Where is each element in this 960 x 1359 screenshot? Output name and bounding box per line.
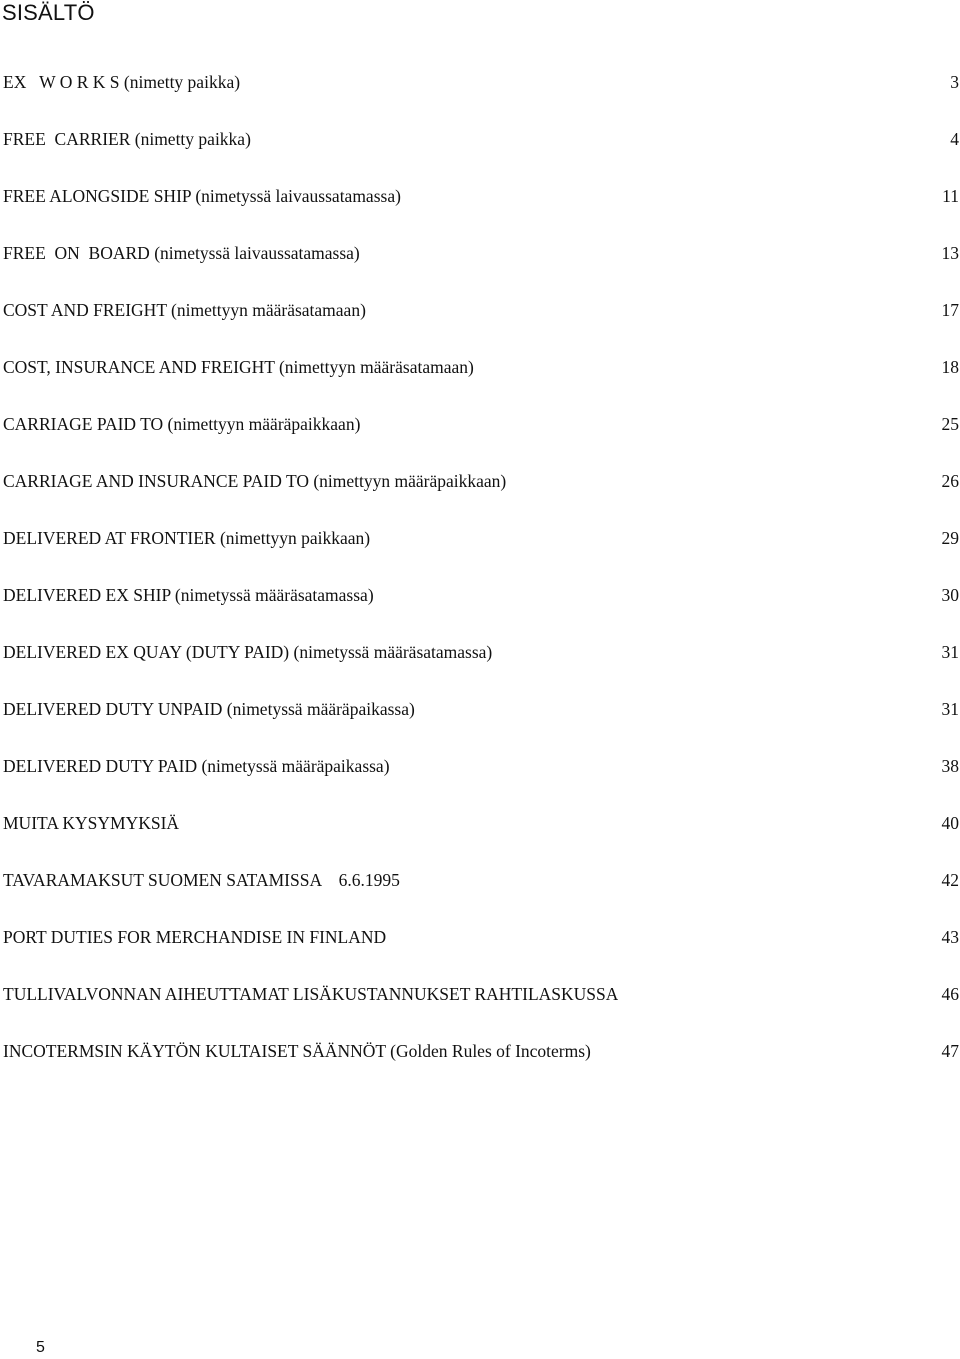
toc-entry — [3, 183, 960, 240]
toc-entry-title: DELIVERED DUTY UNPAID (nimetyssä määräpaikassa) — [3, 699, 415, 719]
toc-entry — [3, 354, 960, 411]
toc-entry-title: DELIVERED AT FRONTIER (nimettyyn paikkaan) — [3, 528, 371, 548]
toc-entry-page: 13 — [941, 243, 959, 263]
page-title: SISÄLTÖ — [2, 0, 95, 25]
toc-entry — [3, 696, 960, 753]
toc-entry-page: 38 — [941, 756, 959, 776]
toc-entry — [3, 753, 960, 810]
toc-entry-title: CARRIAGE AND INSURANCE PAID TO (nimettyyn määräpaikkaan) — [3, 471, 507, 491]
toc-entry-page: 47 — [941, 1041, 959, 1061]
toc-entry-title: EX W O R K S (nimetty paikka) — [3, 72, 241, 92]
toc-entry-page: 4 — [950, 129, 959, 149]
toc-entry-page: 31 — [941, 642, 959, 662]
toc-entry-page: 18 — [941, 357, 959, 377]
toc-entry — [3, 240, 960, 297]
toc-entry-title: FREE ON BOARD (nimetyssä laivaussatamassa) — [3, 243, 360, 263]
toc-entry-title: DELIVERED EX QUAY (DUTY PAID) (nimetyssä määräsatamassa) — [3, 642, 493, 662]
toc-entry — [3, 981, 960, 1038]
toc-entry — [3, 924, 960, 981]
toc-entry-title: FREE ALONGSIDE SHIP (nimetyssä laivaussatamassa) — [3, 186, 401, 206]
toc-entry-page: 31 — [941, 699, 959, 719]
toc-entry-title: CARRIAGE PAID TO (nimettyyn määräpaikkaan) — [3, 414, 361, 434]
toc-entry — [3, 297, 960, 354]
toc-entry-title: DELIVERED EX SHIP (nimetyssä määräsatamassa) — [3, 585, 374, 605]
toc-entry-page: 40 — [941, 813, 959, 833]
toc-entry — [3, 525, 960, 582]
toc-entry-title: TULLIVALVONNAN AIHEUTTAMAT LISÄKUSTANNUKSET RAHTILASKUSSA — [3, 984, 619, 1004]
toc-entry — [3, 69, 960, 126]
toc-entry-page: 25 — [941, 414, 959, 434]
toc-entry-page: 3 — [950, 72, 959, 92]
toc-entry — [3, 810, 960, 867]
page-number: 5 — [36, 1339, 45, 1356]
toc-entry — [3, 126, 960, 183]
toc-entry-page: 30 — [941, 585, 959, 605]
toc-entry-title: FREE CARRIER (nimetty paikka) — [3, 129, 251, 149]
toc-entry-title: DELIVERED DUTY PAID (nimetyssä määräpaikassa) — [3, 756, 390, 776]
toc-entry-page: 43 — [941, 927, 959, 947]
toc-entry-page: 29 — [941, 528, 959, 548]
toc-entry-page: 42 — [941, 870, 959, 890]
toc-entry — [3, 582, 960, 639]
toc-entry-title: COST AND FREIGHT (nimettyyn määräsatamaan) — [3, 300, 366, 320]
toc-entry — [3, 468, 960, 525]
toc-entry-title: COST, INSURANCE AND FREIGHT (nimettyyn määräsatamaan) — [3, 357, 474, 377]
toc-entry-title: PORT DUTIES FOR MERCHANDISE IN FINLAND — [3, 927, 387, 947]
toc-entry — [3, 867, 960, 924]
toc-entry-page: 17 — [941, 300, 959, 320]
toc-entry-title: MUITA KYSYMYKSIÄ — [3, 813, 180, 833]
toc-entry-title: INCOTERMSIN KÄYTÖN KULTAISET SÄÄNNÖT (Golden Rules of Incoterms) — [3, 1041, 591, 1061]
table-of-contents — [3, 69, 960, 1095]
toc-entry — [3, 639, 960, 696]
toc-entry-page: 26 — [941, 471, 959, 491]
toc-entry — [3, 411, 960, 468]
toc-entry-page: 11 — [942, 186, 959, 206]
toc-entry — [3, 1038, 960, 1095]
toc-entry-title: TAVARAMAKSUT SUOMEN SATAMISSA 6.6.1995 — [3, 870, 400, 890]
toc-entry-page: 46 — [941, 984, 959, 1004]
